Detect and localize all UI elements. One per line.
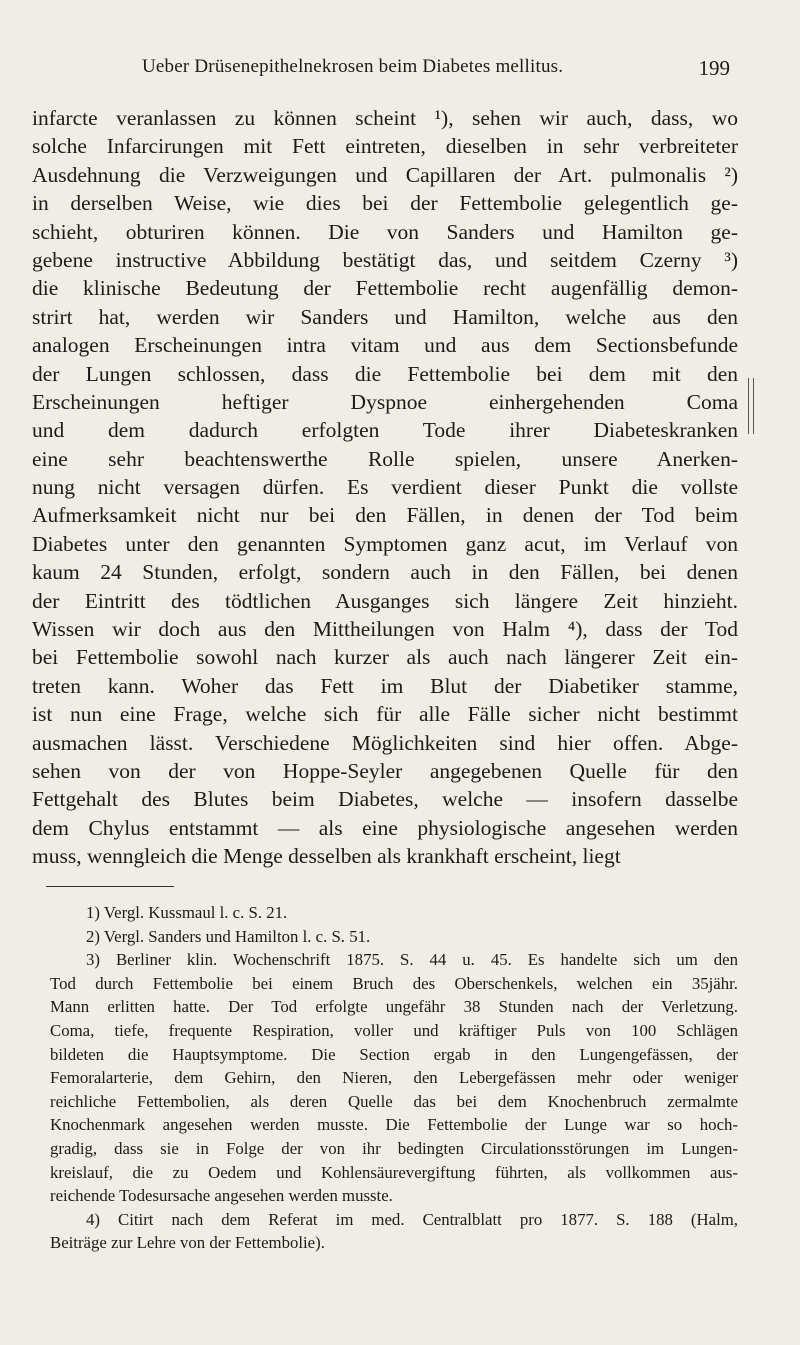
- text-line: Ausdehnung die Verzweigungen und Capillaren der Art. pulmonalis ²): [32, 162, 738, 187]
- text-line: und dem dadurch erfolgten Tode ihrer Diabeteskranken: [32, 418, 738, 443]
- text-line: der Eintritt des tödtlichen Ausganges sich längere Zeit hinzieht.: [32, 588, 738, 613]
- text-line: analogen Erscheinungen intra vitam und aus dem Sectionsbefunde: [32, 333, 738, 358]
- text-line: infarcte veranlassen zu können scheint ¹), sehen wir auch, dass, wo: [32, 106, 738, 130]
- text-line: die klinische Bedeutung der Fettembolie recht augenfällig demon-: [32, 276, 738, 301]
- footnote-line: Femoralarterie, dem Gehirn, den Nieren, den Lebergefässen mehr oder weniger: [50, 1068, 738, 1088]
- text-line: solche Infarcirungen mit Fett eintreten, dieselben in sehr verbreiteter: [32, 134, 738, 159]
- footnote-line: Mann erlitten hatte. Der Tod erfolgte ungefähr 38 Stunden nach der Verletzung.: [50, 997, 738, 1017]
- footnote-line: kreislauf, die zu Oedem und Kohlensäurevergiftung führten, als vollkommen aus-: [50, 1162, 738, 1182]
- page-number: 199: [698, 56, 730, 80]
- footnote-line: gradig, dass sie in Folge der von ihr bedingten Circulationsstörungen im Lungen-: [50, 1138, 738, 1158]
- footnote-line: 1) Vergl. Kussmaul l. c. S. 21.: [86, 903, 288, 922]
- footnote-line: 4) Citirt nach dem Referat im med. Centralblatt pro 1877. S. 188 (Halm,: [86, 1209, 738, 1229]
- footnote-line: Beiträge zur Lehre von der Fettembolie).: [50, 1233, 325, 1253]
- footnote-separator: [46, 886, 174, 887]
- text-line: der Lungen schlossen, dass die Fettembolie bei dem mit den: [32, 361, 738, 386]
- text-line: bei Fettembolie sowohl nach kurzer als auch nach längerer Zeit ein-: [32, 645, 738, 670]
- body-paragraph: [32, 104, 738, 871]
- text-line: sehen von der von Hoppe-Seyler angegebenen Quelle für den: [32, 758, 738, 783]
- text-line: strirt hat, werden wir Sanders und Hamilton, welche aus den: [32, 304, 738, 329]
- text-line: gebene instructive Abbildung bestätigt das, und seitdem Czerny ³): [32, 247, 738, 272]
- text-line: schieht, obturiren können. Die von Sanders und Hamilton ge-: [32, 219, 738, 244]
- footnote-line: reichende Todesursache angesehen werden musste.: [50, 1186, 393, 1206]
- footnote-line: Coma, tiefe, frequente Respiration, voller und kräftiger Puls von 100 Schlägen: [50, 1020, 738, 1040]
- text-line: nung nicht versagen dürfen. Es verdient dieser Punkt die vollste: [32, 475, 738, 500]
- text-line: Aufmerksamkeit nicht nur bei den Fällen, in denen der Tod beim: [32, 503, 738, 528]
- footnote-line: 2) Vergl. Sanders und Hamilton l. c. S. 51.: [86, 926, 371, 946]
- margin-mark: [748, 378, 754, 434]
- text-line: Wissen wir doch aus den Mittheilungen von Halm ⁴), dass der Tod: [32, 617, 738, 642]
- text-line: dem Chylus entstammt — als eine physiologische angesehen werden: [32, 815, 738, 840]
- text-line: kaum 24 Stunden, erfolgt, sondern auch in den Fällen, bei denen: [32, 560, 738, 585]
- text-line: ist nun eine Frage, welche sich für alle Fälle sicher nicht bestimmt: [32, 702, 738, 727]
- footnote-line: Tod durch Fettembolie bei einem Bruch des Oberschenkels, welchen ein 35jähr.: [50, 973, 738, 993]
- text-line: muss, wenngleich die Menge desselben als krankhaft erscheint, liegt: [32, 844, 621, 869]
- footnote-line: Knochenmark angesehen werden musste. Die Fettembolie der Lunge war so hoch-: [50, 1115, 738, 1135]
- page-header: [30, 56, 730, 86]
- text-line: Erscheinungen heftiger Dyspnoe einhergehenden Coma: [32, 389, 738, 414]
- running-title: Ueber Drüsenepithelnekrosen beim Diabetes mellitus.: [142, 56, 564, 77]
- footnotes: [50, 901, 738, 1255]
- text-line: in derselben Weise, wie dies bei der Fettembolie gelegentlich ge-: [32, 191, 738, 216]
- footnote-line: 3) Berliner klin. Wochenschrift 1875. S. 44 u. 45. Es handelte sich um den: [86, 950, 738, 970]
- text-line: Diabetes unter den genannten Symptomen ganz acut, im Verlauf von: [32, 531, 738, 556]
- text-line: treten kann. Woher das Fett im Blut der Diabetiker stamme,: [32, 673, 738, 698]
- text-line: eine sehr beachtenswerthe Rolle spielen, unsere Anerken-: [32, 446, 738, 471]
- footnote-line: reichliche Fettembolien, als deren Quelle das bei dem Knochenbruch zermalmte: [50, 1091, 738, 1111]
- text-line: Fettgehalt des Blutes beim Diabetes, welche — insofern dasselbe: [32, 787, 738, 812]
- footnote-line: bildeten die Hauptsymptome. Die Section ergab in den Lungengefässen, der: [50, 1044, 738, 1064]
- text-line: ausmachen lässt. Verschiedene Möglichkeiten sind hier offen. Abge-: [32, 730, 738, 755]
